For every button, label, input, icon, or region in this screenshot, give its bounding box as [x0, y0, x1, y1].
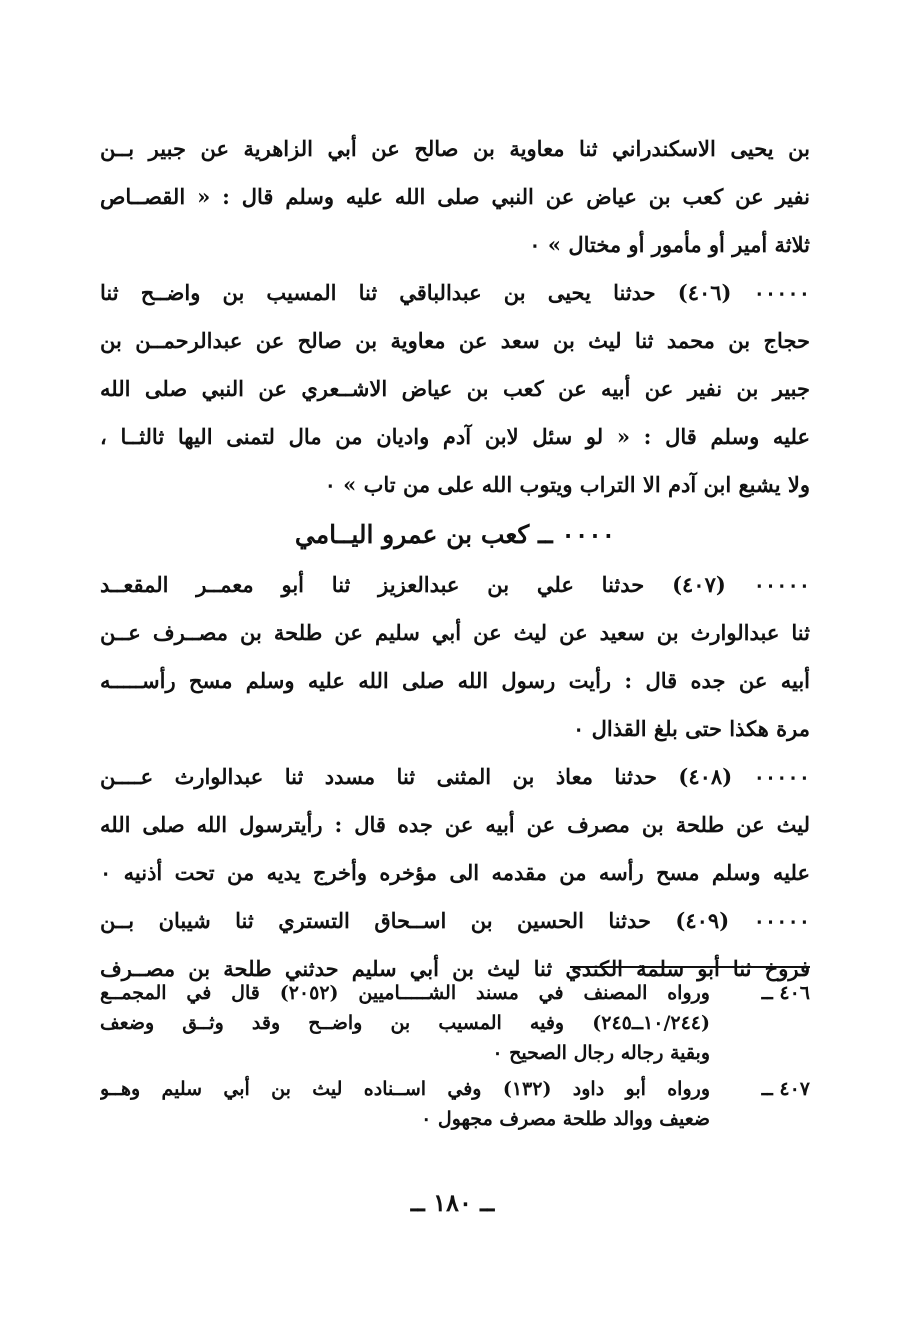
text-line: نفير عن كعب بن عياض عن النبي صلى الله عليه وسلم قال : « القصــاص [100, 184, 810, 209]
footnote-line: ورواه المصنف في مسند الشـــــاميين (٢٠٥٢) قال في المجمــع [100, 982, 710, 1004]
footnote-number: ٤٠٧ ــ [761, 1078, 810, 1100]
text-line: مرة هكذا حتى بلغ القذال ٠ [573, 716, 810, 741]
text-line: ليث عن طلحة بن مصرف عن أبيه عن جده قال : رأيترسول الله صلى الله [100, 812, 810, 837]
footnote-line: ورواه أبو داود (١٣٢) وفي اســناده ليث بن أبي سليم وهــو [100, 1078, 710, 1100]
footnote [100, 1074, 810, 1134]
footnote-line: وبقية رجاله رجال الصحيح ٠ [492, 1042, 710, 1064]
text-line: جبير بن نفير عن أبيه عن كعب بن عياض الاشــعري عن النبي صلى الله [100, 376, 810, 401]
body-text [100, 125, 810, 993]
text-line: ثنا عبدالوارث بن سعيد عن ليث عن أبي سليم عن طلحة بن مصــرف عــن [100, 620, 810, 645]
text-line: فروخ ثنا أبو سلمة الكندي ثنا ليث بن أبي سليم حدثني طلحة بن مصــرف [100, 956, 810, 981]
text-line: بن يحيى الاسكندراني ثنا معاوية بن صالح عن أبي الزاهرية عن جبير بــن [100, 136, 810, 161]
text-line: ٠٠٠٠٠ (٤٠٩) حدثنا الحسين بن اســحاق التستري ثنا شيبان بــن [100, 908, 810, 933]
text-line: ثلاثة أمير أو مأمور أو مختال » ٠ [529, 232, 810, 257]
footnote-line: ضعيف ووالد طلحة مصرف مجهول ٠ [421, 1108, 710, 1130]
text-line: ٠٠٠٠٠ (٤٠٦) حدثنا يحيى بن عبدالباقي ثنا المسيب بن واضــح ثنا [100, 280, 810, 305]
text-line: عليه وسلم مسح رأسه من مقدمه الى مؤخره وأخرج يديه من تحت أذنيه ٠ [100, 860, 810, 885]
page-number: ــ ١٨٠ ــ [410, 1188, 495, 1217]
text-line: عليه وسلم قال : « لو سئل لابن آدم واديان من مال لتمنى اليها ثالثــا ، [100, 424, 810, 449]
footnote-separator [570, 966, 810, 968]
text-line: ٠٠٠٠٠ (٤٠٧) حدثنا علي بن عبدالعزيز ثنا أبو معمــر المقعــد [100, 572, 810, 597]
text-line: أبيه عن جده قال : رأيت رسول الله صلى الله عليه وسلم مسح رأســـــه [100, 668, 810, 693]
text-line: ٠٠٠٠٠ (٤٠٨) حدثنا معاذ بن المثنى ثنا مسدد ثنا عبدالوارث عــــن [100, 764, 810, 789]
section-heading: ٠٠٠٠ ــ كعب بن عمرو اليــامي [294, 520, 616, 549]
footnote [100, 978, 810, 1068]
text-line: حجاج بن محمد ثنا ليث بن سعد عن معاوية بن صالح عن عبدالرحمــن بن [100, 328, 810, 353]
text-line: ولا يشبع ابن آدم الا التراب ويتوب الله على من تاب » ٠ [324, 472, 810, 497]
footnote-line: (١٠/٢٤٤ــ٢٤٥) وفيه المسيب بن واضــح وقد وثــق وضعف [100, 1012, 710, 1034]
footnotes [100, 978, 810, 1134]
footnote-number: ٤٠٦ ــ [761, 982, 810, 1004]
